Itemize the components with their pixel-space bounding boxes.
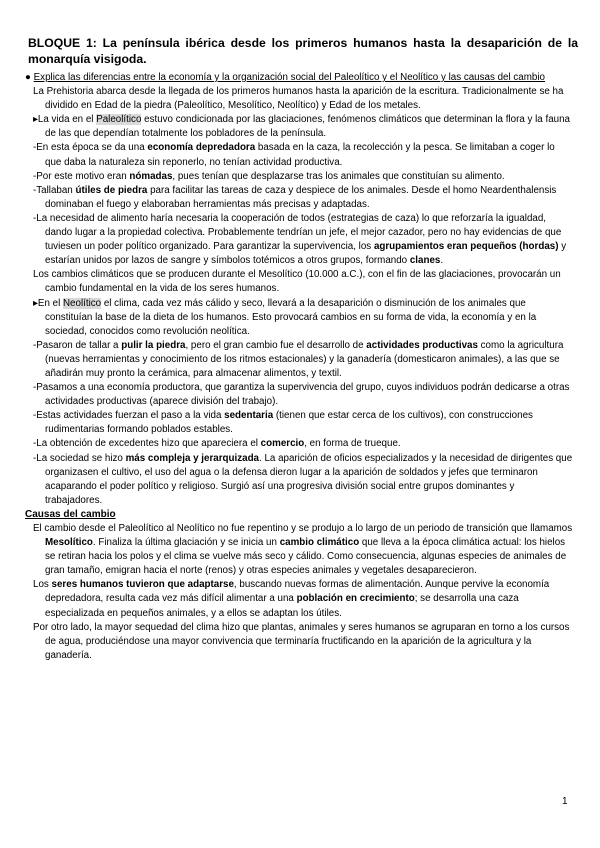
paragraph-polished-stone: -Pasaron de tallar a pulir la piedra, pero el gran cambio fue el desarrollo de actividades productivas como la agricultura (nuevas herramientas y conocimiento de los ritmos estacionales) y la ganadería (domesticaron animales), a las que se añadirán muy pronto la cerámica, para almacenar alimentos, y textil. <box>33 339 564 379</box>
question-text: Explica las diferencias entre la economía y la organización social del Paleolítico y el Neolítico y las causas del cambio <box>33 72 545 83</box>
paragraph-nomads: -Por este motivo eran nómadas, pues tenían que desplazarse tras los animales que constituían su alimento. <box>33 170 505 182</box>
paragraph-paleolithic-intro: ▸La vida en el Paleolítico estuvo condicionada por las glaciaciones, fenómenos climáticos que determinan la flora y la fauna de las que dependían totalmente los pobladores de la península. <box>33 114 570 140</box>
paragraph-mesolithic: Los cambios climáticos que se producen durante el Mesolítico (10.000 a.C.), con el fin de las glaciaciones, provocarán un cambio fundamental en la vida de los seres humanos. <box>33 269 561 295</box>
paragraph-causes-mesolithic: El cambio desde el Paleolítico al Neolítico no fue repentino y se produjo a lo largo de un periodo de transición que llamamos Mesolítico. Finaliza la última glaciación y se inicia un cambio climático que lleva a la época climática actual: los hielos se retiran hacia los polos y el clima se vuelve más seco y cálido. Como consecuencia, algunas especies de animales de gran tamaño, emigran hacia el norte (renos) y otras especies animales y vegetales desaparecieron. <box>33 523 573 577</box>
highlight-paleolitico: Paleolítico <box>96 114 142 126</box>
paragraph-water-courses: Por otro lado, la mayor sequedad del clima hizo que plantas, animales y seres humanos se agruparan en torno a los cursos de agua, produciéndose una mayor convivencia que terminaría fructificando en la aparición de la agricultura y la ganadería. <box>33 621 570 661</box>
page-number: 1 <box>562 796 568 807</box>
question-item: ● Explica las diferencias entre la economía y la organización social del Paleolítico y el Neolítico y las causas del cambio <box>25 72 545 83</box>
paragraph-sedentary: -Estas actividades fuerzan el paso a la vida sedentaria (tienen que estar cerca de los cultivos), con construcciones rudimentarias formando poblados estables. <box>33 410 533 436</box>
paragraph-prehistory: La Prehistoria abarca desde la llegada de los primeros humanos hasta la aparición de la escritura. Tradicionalmente se ha dividido en Edad de la piedra (Paleolítico, Mesolítico, Neolítico) y Edad de los metales. <box>33 86 564 112</box>
paragraph-neolithic-intro: ▸En el Neolítico el clima, cada vez más cálido y seco, llevará a la desaparición o disminución de los animales que constituían la base de la dieta de los humanos. Esto provocará cambios en su forma de vida, la economía y en la sociedad, conocidos como revolución neolítica. <box>33 297 537 337</box>
paragraph-social-organization: -La necesidad de alimento haría necesaria la cooperación de todos (estrategias de caza) lo que reforzaría la igualdad, dando lugar a la propiedad colectiva. Probablemente tendrían un jefe, el mejor cazador, pero no hay evidencias de que tuviesen un poder político organizado. Para garantizar la supervivencia, los agrupamientos eran pequeños (hordas) y estarían unidos por lazos de sangre y símbolos totémicos a otros grupos, formando clanes. <box>33 212 567 267</box>
document-body <box>25 71 573 663</box>
paragraph-complex-society: -La sociedad se hizo más compleja y jerarquizada. La aparición de oficios especializados y la necesidad de dirigentes que organizasen el cultivo, el uso del agua o la defensa dieron lugar a la aparición de soldados y jefes que terminaron acaparando el poder político y religioso. Surgió así una progresiva división social entre grupos dominantes y trabajadores. <box>33 452 573 506</box>
document-title: BLOQUE 1: La península ibérica desde los primeros humanos hasta la desaparición de la monarquía visigoda. <box>28 36 578 66</box>
paragraph-adaptation: Los seres humanos tuvieron que adaptarse, buscando nuevas formas de alimentación. Aunque pervive la economía depredadora, resulta cada vez más difícil alimentar a una población en crecimiento; se desarrolla una caza especializada en pequeños animales, y a ellos se adaptan los útiles. <box>33 579 550 619</box>
paragraph-commerce: -La obtención de excedentes hizo que apareciera el comercio, en forma de trueque. <box>33 438 401 450</box>
paragraph-economy-predatory: -En esta época se da una economía depredadora basada en la caza, la recolección y la pesca. Se limitaban a coger lo que daba la naturaleza sin reponerlo, no tenían actividad productiva. <box>33 142 555 168</box>
paragraph-productive-economy: -Pasamos a una economía productora, que garantiza la supervivencia del grupo, cuyos individuos podrán dedicarse a otras actividades productivas (aparece división del trabajo). <box>33 382 570 408</box>
paragraph-stone-tools: -Tallaban útiles de piedra para facilitar las tareas de caza y despiece de los animales. Desde el homo Neardenthalensis dominaban el fuego y elaboraban herramientas más precisas y adaptadas. <box>33 184 557 210</box>
highlight-neolitico: Neolítico <box>62 297 102 309</box>
section-heading-causes: Causas del cambio <box>25 508 116 520</box>
